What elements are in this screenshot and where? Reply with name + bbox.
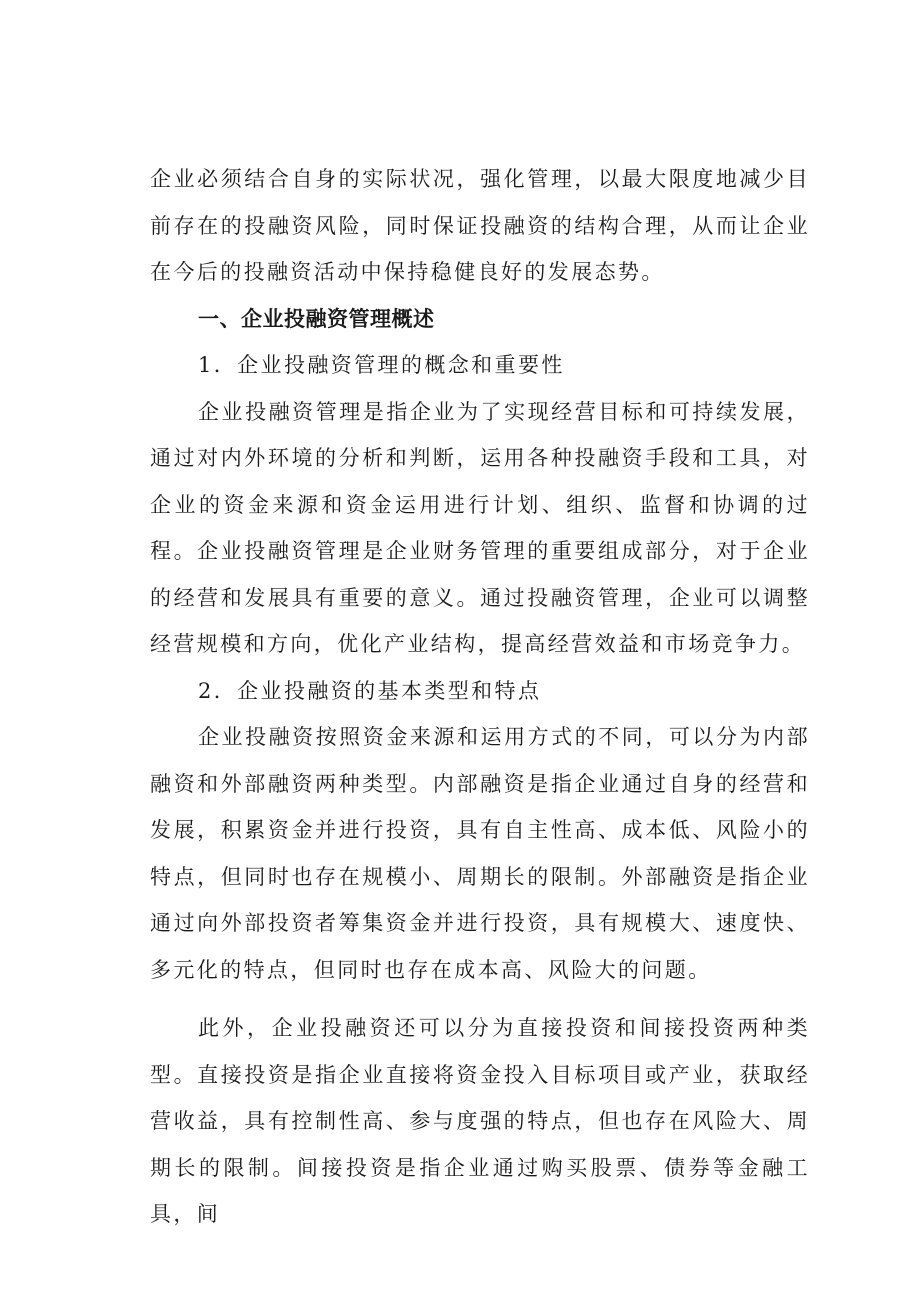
- section-heading: 一、企业投融资管理概述: [198, 306, 435, 331]
- document-body: [150, 156, 810, 1238]
- paragraph-2: 企业投融资按照资金来源和运用方式的不同，可以分为内部融资和外部融资两种类型。内部融资是指企业通过自身的经营和发展，积累资金并进行投资，具有自主性高、成本低、风险小的特点，但同时也存在规模小、周期长的限制。外部融资是指企业通过向外部投资者筹集资金并进行投资，具有规模大、速度快、多元化的特点，但同时也存在成本高、风险大的问题。: [150, 725, 810, 982]
- subheading-1: 1．企业投融资管理的概念和重要性: [198, 353, 565, 377]
- paragraph-3: 此外，企业投融资还可以分为直接投资和间接投资两种类型。直接投资是指企业直接将资金投入目标项目或产业，获取经营收益，具有控制性高、参与度强的特点，但也存在风险大、周期长的限制。间接投资是指企业通过购买股票、债券等金融工具，间: [150, 1016, 810, 1226]
- paragraph-1: 企业投融资管理是指企业为了实现经营目标和可持续发展，通过对内外环境的分析和判断，运用各种投融资手段和工具，对企业的资金来源和资金运用进行计划、组织、监督和协调的过程。企业投融资管理是企业财务管理的重要组成部分，对于企业的经营和发展具有重要的意义。通过投融资管理，企业可以调整经营规模和方向，优化产业结构，提高经营效益和市场竞争力。: [150, 399, 810, 656]
- subheading-2: 2．企业投融资的基本类型和特点: [198, 678, 542, 703]
- paragraph-continued: 企业必须结合自身的实际状况，强化管理，以最大限度地减少目前存在的投融资风险，同时保证投融资的结构合理，从而让企业在今后的投融资活动中保持稳健良好的发展态势。: [150, 167, 810, 284]
